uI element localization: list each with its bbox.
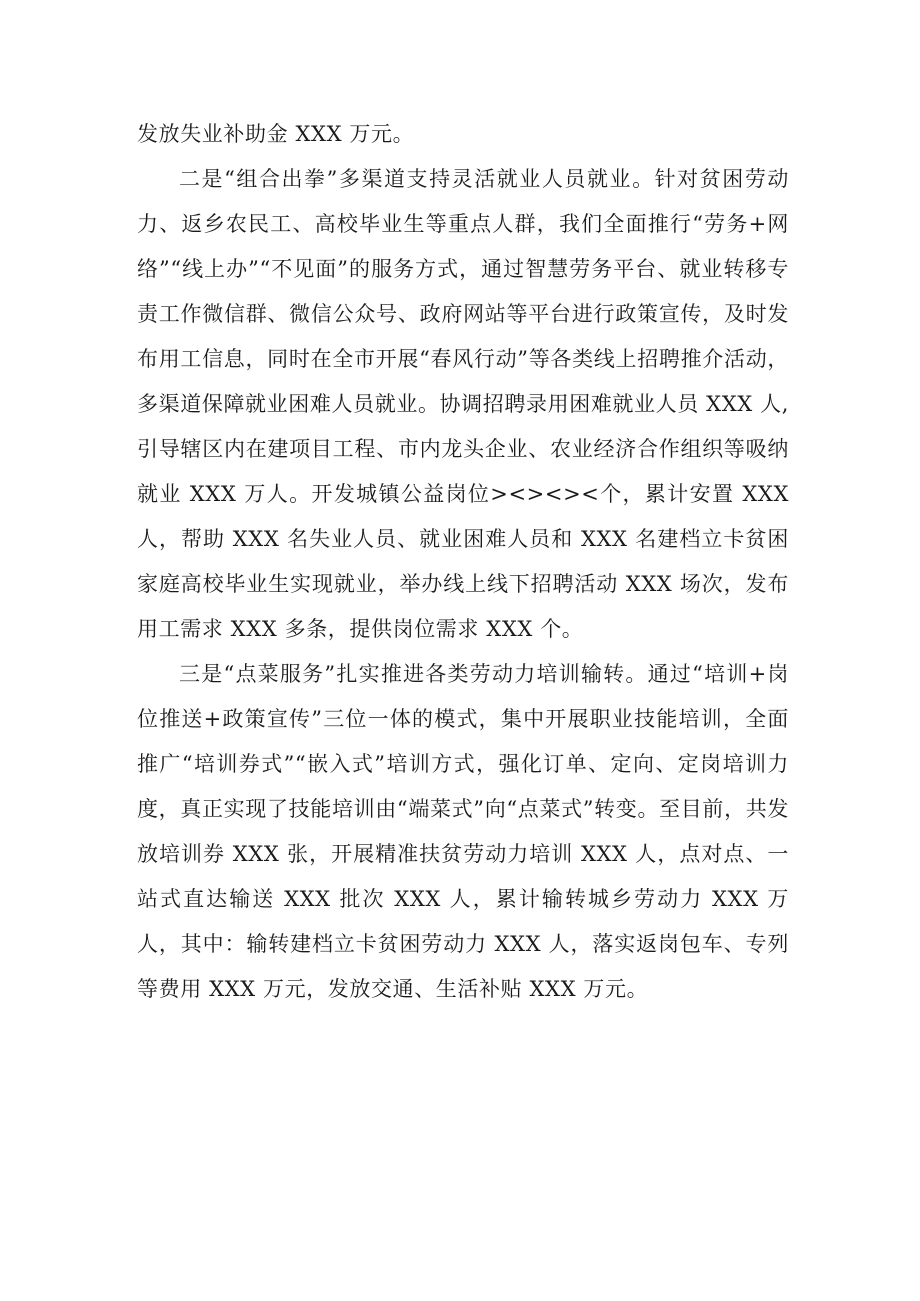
paragraph-continuation: 发放失业补助金 XXX 万元。 <box>137 122 415 146</box>
document-body <box>137 112 789 1012</box>
paragraph-labor-training: 三是“点菜服务”扎实推进各类劳动力培训输转。通过“培训+岗位推送+政策宣传”三位一体的模式，集中开展职业技能培训，全面推广“培训券式”“嵌入式”培训方式，强化订单、定向、定岗培训力度，真正实现了技能培训由“端菜式”向“点菜式”转变。至目前，共发放培训券 XXX 张，开展精准扶贫劳动力培训 XXX 人，点对点、一站式直达输送 XXX 批次 XXX 人，累计输转城乡劳动力 XXX 万人，其中：输转建档立卡贫困劳动力 XXX 人，落实返岗包车、专列等费用 XXX 万元，发放交通、生活补贴 XXX 万元。 <box>137 662 789 1001</box>
paragraph-flexible-employment: 二是“组合出拳”多渠道支持灵活就业人员就业。针对贫困劳动力、返乡农民工、高校毕业生等重点人群，我们全面推行“劳务+网络”“线上办”“不见面”的服务方式，通过智慧劳务平台、就业转移专责工作微信群、微信公众号、政府网站等平台进行政策宣传，及时发布用工信息，同时在全市开展“春风行动”等各类线上招聘推介活动，多渠道保障就业困难人员就业。协调招聘录用困难就业人员 XXX 人,引导辖区内在建项目工程、市内龙头企业、农业经济合作组织等吸纳就业 XXX 万人。开发城镇公益岗位><><><个，累计安置 XXX 人，帮助 XXX 名失业人员、就业困难人员和 XXX 名建档立卡贫困家庭高校毕业生实现就业，举办线上线下招聘活动 XXX 场次，发布用工需求 XXX 多条，提供岗位需求 XXX 个。 <box>137 167 789 641</box>
